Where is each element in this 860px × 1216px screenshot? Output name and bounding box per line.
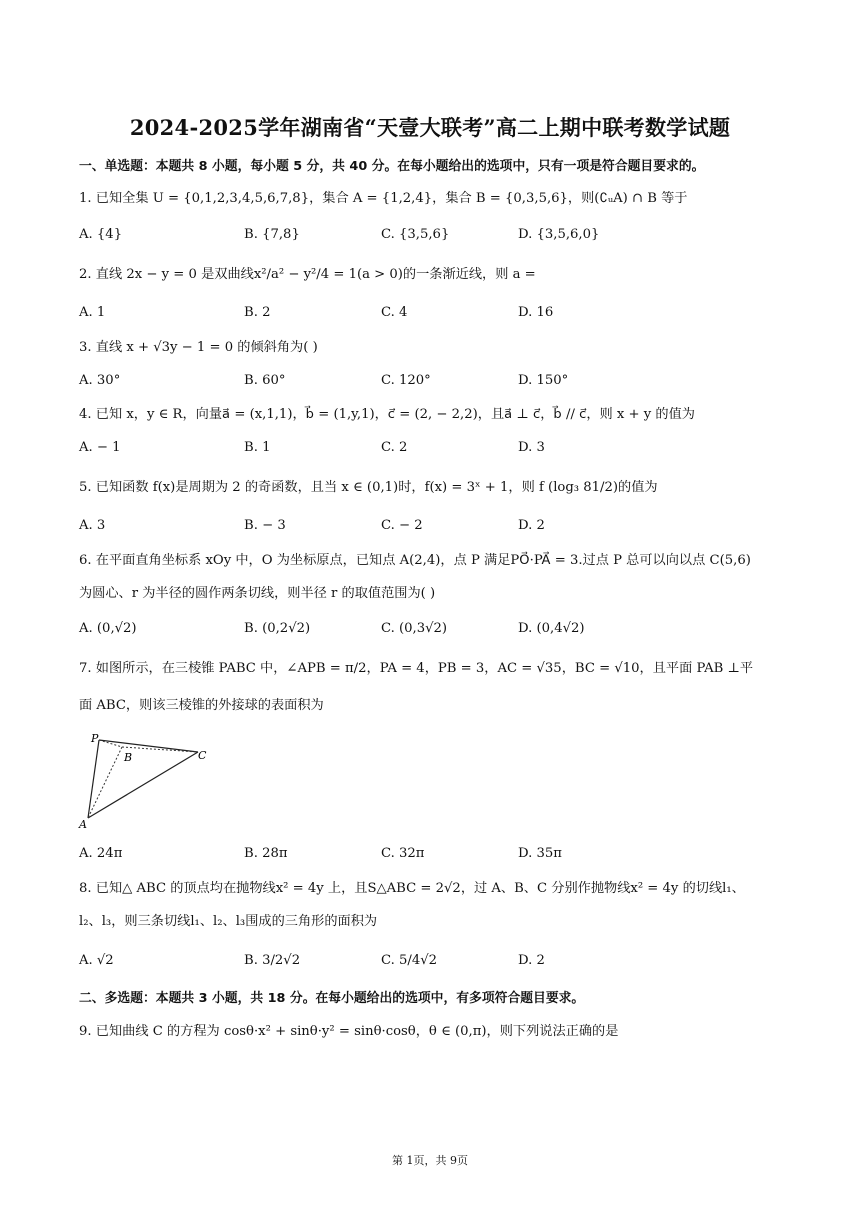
question-7-option-d: D. 35π [518,846,562,861]
question-5-option-d: D. 2 [518,518,545,533]
section-heading-single-choice: 一、单选题：本题共 8 小题，每小题 5 分，共 40 分。在每小题给出的选项中，只有一项是符合题目要求的。 [79,159,705,174]
pyramid-figure [76,730,226,830]
question-1-option-d: D. {3,5,6,0} [518,227,600,242]
question-8-option-c: C. 5/4√2 [381,953,438,968]
question-2-option-b: B. 2 [244,305,271,320]
question-6-stem-continued: 为圆心、r 为半径的圆作两条切线，则半径 r 的取值范围为( ) [79,586,436,601]
question-5-option-a: A. 3 [79,518,106,533]
question-7-option-c: C. 32π [381,846,425,861]
question-9-stem: 9. 已知曲线 C 的方程为 cosθ·x² + sinθ·y² = sinθ·cosθ，θ ∈ (0,π)，则下列说法正确的是 [79,1024,619,1039]
section-heading-multiple-choice: 二、多选题：本题共 3 小题，共 18 分。在每小题给出的选项中，有多项符合题目要求。 [79,991,585,1006]
question-8-option-a: A. √2 [79,953,114,968]
question-1-option-a: A. {4} [79,227,123,242]
question-6-option-a: A. (0,√2) [79,621,137,636]
question-3-option-d: D. 150° [518,373,569,388]
question-1-option-c: C. {3,5,6} [381,227,450,242]
question-2-stem: 2. 直线 2x − y = 0 是双曲线x²/a² − y²/4 = 1(a > 0)的一条渐近线，则 a = [79,267,536,282]
question-6-stem: 6. 在平面直角坐标系 xOy 中，O 为坐标原点，已知点 A(2,4)，点 P 满足PO⃗·PA⃗ = 3.过点 P 总可以向以点 C(5,6) [79,553,751,568]
edge-pc [99,740,198,752]
question-2-option-d: D. 16 [518,305,554,320]
question-4-option-c: C. 2 [381,440,408,455]
question-1-option-b: B. {7,8} [244,227,300,242]
question-7-stem-continued: 面 ABC，则该三棱锥的外接球的表面积为 [79,698,324,713]
question-4-option-d: D. 3 [518,440,545,455]
label-p: P [91,732,99,745]
label-a: A [79,818,87,830]
question-4-option-b: B. 1 [244,440,271,455]
label-c: C [198,749,207,762]
question-8-option-d: D. 2 [518,953,545,968]
question-4-option-a: A. − 1 [79,440,121,455]
question-7-option-b: B. 28π [244,846,288,861]
question-3-option-a: A. 30° [79,373,121,388]
question-7-option-a: A. 24π [79,846,123,861]
question-3-option-b: B. 60° [244,373,286,388]
question-6-option-c: C. (0,3√2) [381,621,448,636]
question-6-option-b: B. (0,2√2) [244,621,311,636]
question-5-option-c: C. − 2 [381,518,423,533]
pyramid-diagram [76,730,226,830]
question-5-stem: 5. 已知函数 f(x)是周期为 2 的奇函数，且当 x ∈ (0,1)时，f(x) = 3ˣ + 1，则 f (log₃ 81/2)的值为 [79,480,658,495]
label-b: B [124,751,133,764]
question-8-stem: 8. 已知△ ABC 的顶点均在抛物线x² = 4y 上，且S△ABC = 2√2，过 A、B、C 分别作抛物线x² = 4y 的切线l₁、 [79,881,745,896]
question-5-option-b: B. − 3 [244,518,286,533]
question-4-stem: 4. 已知 x，y ∈ R，向量a⃗ = (x,1,1)，b⃗ = (1,y,1)，c⃗ = (2, − 2,2)，且a⃗ ⊥ c⃗，b⃗ // c⃗，则 x + y 的值为 [79,407,695,422]
page-footer: 第 1页，共 9页 [392,1154,468,1167]
question-8-stem-continued: l₂、l₃，则三条切线l₁、l₂、l₃围成的三角形的面积为 [79,914,378,929]
question-6-option-d: D. (0,4√2) [518,621,585,636]
question-7-stem: 7. 如图所示，在三棱锥 PABC 中，∠APB = π/2，PA = 4，PB = 3，AC = √35，BC = √10，且平面 PAB ⊥平 [79,661,754,676]
question-2-option-c: C. 4 [381,305,408,320]
question-3-stem: 3. 直线 x + √3y − 1 = 0 的倾斜角为( ) [79,340,318,355]
question-3-option-c: C. 120° [381,373,431,388]
edge-ac [88,752,198,818]
question-2-option-a: A. 1 [79,305,106,320]
question-8-option-b: B. 3/2√2 [244,953,301,968]
page-title: 2024-2025学年湖南省“天壹大联考”高二上期中联考数学试题 [129,115,731,140]
question-1-stem: 1. 已知全集 U = {0,1,2,3,4,5,6,7,8}，集合 A = {1,2,4}，集合 B = {0,3,5,6}，则(∁ᵤA) ∩ B 等于 [79,191,688,206]
